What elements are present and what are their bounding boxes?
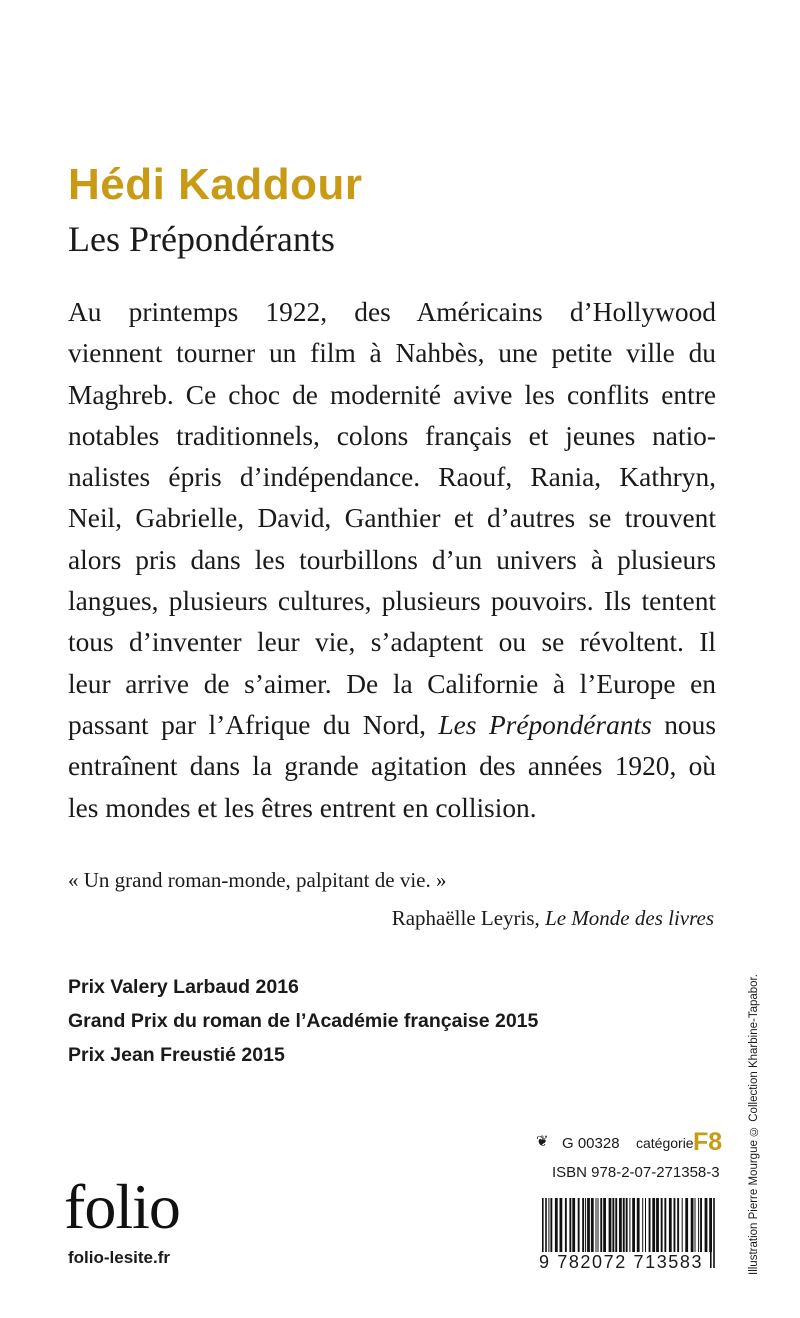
barcode-digits-text: 9 782072 713583	[539, 1252, 704, 1272]
barcode-bar	[609, 1198, 612, 1252]
blurb-line	[68, 705, 716, 746]
barcode-bar	[572, 1198, 575, 1252]
blurb-line: entraînent dans la grande agitation des années 1920, où	[68, 751, 716, 782]
barcode-bar	[555, 1198, 558, 1252]
author-name: Hédi Kaddour	[68, 160, 363, 209]
barcode-bar	[578, 1198, 580, 1252]
folio-logo: folio	[64, 1171, 180, 1242]
barcode-bar	[700, 1198, 702, 1252]
barcode-bar	[685, 1198, 688, 1252]
blurb-line: viennent tourner un film à Nahbès, une petite ville du	[68, 338, 716, 369]
barcode-bar	[695, 1198, 696, 1252]
barcode-bar	[642, 1198, 643, 1252]
blurb-line: langues, plusieurs cultures, plusieurs pouvoirs. Ils tentent	[68, 586, 716, 617]
prize-list	[68, 970, 538, 1072]
barcode-bar	[582, 1198, 584, 1252]
barcode-bar	[603, 1198, 606, 1252]
critic-name: Raphaëlle Leyris,	[391, 906, 540, 930]
barcode-bar	[645, 1198, 646, 1252]
barcode-bar	[569, 1198, 571, 1252]
review-attribution	[392, 906, 714, 931]
blurb-line: les mondes et les êtres entrent en collision.	[68, 792, 537, 823]
barcode-bar	[656, 1198, 659, 1252]
barcode-bar	[598, 1198, 599, 1252]
publisher-ornament-icon: ❦	[536, 1133, 549, 1150]
category-value: F8	[693, 1128, 723, 1156]
barcode-bar	[637, 1198, 640, 1252]
blurb-title-italic: Les Prépondérants	[438, 709, 652, 740]
barcode-bar	[619, 1198, 622, 1252]
barcode-bar	[674, 1198, 676, 1252]
barcode-bar	[669, 1198, 672, 1252]
barcode-bar	[649, 1198, 651, 1252]
blurb-line: notables traditionnels, colons français et jeunes natio-	[68, 420, 716, 451]
barcode-bar	[585, 1198, 586, 1252]
barcode-bar	[615, 1198, 617, 1252]
barcode-bar	[661, 1198, 663, 1252]
barcode-bar	[612, 1198, 614, 1252]
blurb-line: nalistes épris d’indépendance. Raouf, Rania, Kathryn,	[68, 462, 716, 493]
barcode-bar	[626, 1198, 628, 1252]
barcode-bar	[623, 1198, 625, 1252]
barcode-bar	[705, 1198, 708, 1252]
barcode-digits	[538, 1252, 720, 1273]
barcode-bar	[565, 1198, 567, 1252]
barcode-bar	[587, 1198, 590, 1252]
barcode-bar	[677, 1198, 679, 1252]
illustration-credit: Illustration Pierre Mourgue © Collection Kharbine-Tapabor.	[748, 974, 760, 1275]
blurb-line: Maghreb. Ce choc de modernité avive les conflits entre	[68, 379, 716, 410]
barcode-bar	[548, 1198, 549, 1252]
blurb-line: Au printemps 1922, des Américains d’Hollywood	[68, 297, 716, 327]
barcode-bar	[600, 1198, 602, 1252]
blurb-text: nous	[664, 709, 716, 740]
blurb-text: passant par l’Afrique du Nord,	[68, 709, 426, 740]
isbn: ISBN 978-2-07-271358-3	[552, 1164, 720, 1181]
publisher-website: folio-lesite.fr	[68, 1248, 171, 1267]
review-quote: « Un grand roman-monde, palpitant de vie. »	[68, 868, 447, 892]
barcode-bar	[629, 1198, 630, 1252]
barcode-bar	[691, 1198, 694, 1252]
barcode-bar	[596, 1198, 597, 1252]
blurb-line: alors pris dans les tourbillons d’un univers à plusieurs	[68, 544, 716, 575]
book-title: Les Prépondérants	[68, 219, 335, 259]
blurb-line: tous d’inventer leur vie, s’adaptent ou se révoltent. Il	[68, 627, 716, 658]
barcode-bar	[632, 1198, 635, 1252]
prize-item: Prix Valery Larbaud 2016	[68, 976, 299, 998]
barcode-bar	[560, 1198, 563, 1252]
prize-item: Prix Jean Freustié 2015	[68, 1044, 285, 1066]
blurb-line: leur arrive de s’aimer. De la Californie à l’Europe en	[68, 668, 716, 699]
blurb-line: Neil, Gabrielle, David, Ganthier et d’autres se trouvent	[68, 503, 716, 534]
barcode-bar	[550, 1198, 552, 1252]
catalog-code-row	[536, 1128, 723, 1158]
barcode-bar	[591, 1198, 594, 1252]
barcode-bar	[652, 1198, 655, 1252]
barcode-bar	[664, 1198, 666, 1252]
prize-item: Grand Prix du roman de l’Académie française 2015	[68, 1010, 539, 1032]
book-blurb	[68, 292, 716, 829]
category-label: catégorie	[636, 1135, 694, 1151]
catalog-code: G 00328	[562, 1135, 620, 1152]
barcode-bar	[682, 1198, 683, 1252]
barcode-bar	[698, 1198, 699, 1252]
publication-name: Le Monde des livres	[545, 906, 714, 930]
